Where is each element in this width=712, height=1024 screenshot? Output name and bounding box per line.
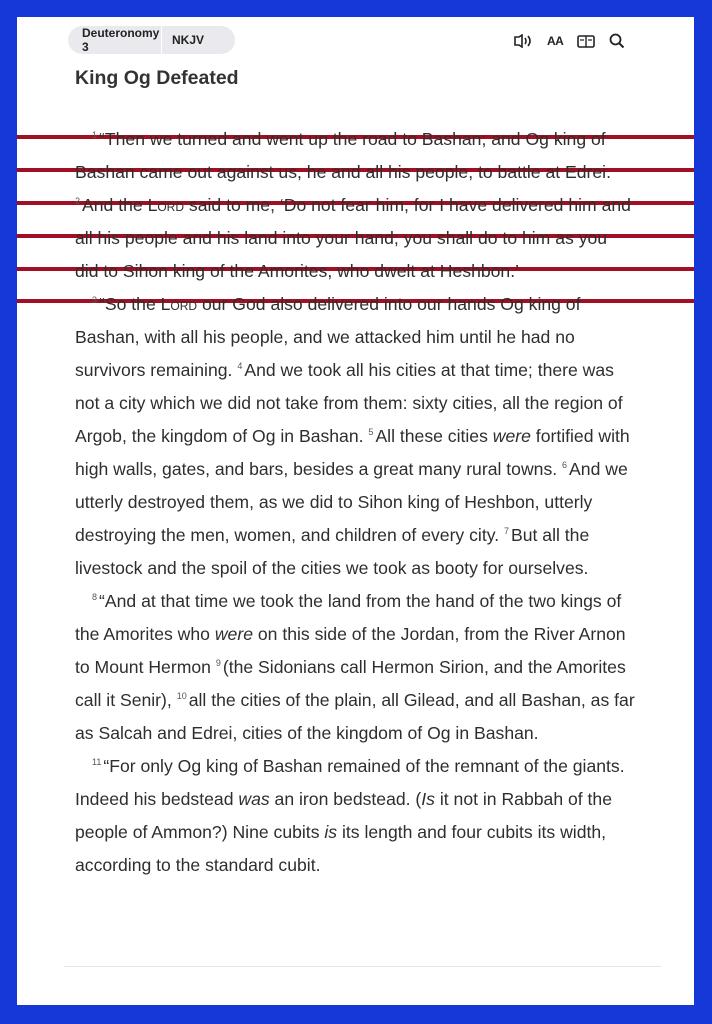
parallel-view-icon[interactable]: [577, 33, 595, 49]
verse-text[interactable]: all the cities of the plain, all Gilead, and all Bashan, as far as Salcah and Edrei, cities of the kingdom of Og in Bashan.: [75, 690, 635, 743]
italic-word[interactable]: Is: [421, 789, 435, 809]
divine-name[interactable]: Lord: [147, 195, 185, 215]
verse-number[interactable]: 11: [92, 757, 102, 768]
paragraph: [75, 123, 635, 288]
reader-page: [17, 17, 694, 1005]
reader-toolbar: [17, 17, 694, 63]
toolbar-actions: [513, 33, 639, 49]
verse-text[interactable]: it not in Rabbah of the people of Ammon?) Nine cubits: [75, 789, 613, 842]
verse-text[interactable]: on this side of the Jordan, from the River Arnon to Mount Hermon: [75, 624, 626, 677]
book-chapter-button[interactable]: Deuteronomy 3: [82, 26, 160, 54]
paragraph: [75, 750, 635, 882]
verse-text[interactable]: And we took all his cities at that time; there was not a city which we did not take from them: sixty cities, all the region of Argob, the kingdom of Og in Bashan.: [75, 360, 623, 446]
bottom-divider: [64, 966, 661, 967]
italic-word[interactable]: were: [492, 426, 531, 446]
version-button[interactable]: NKJV: [172, 33, 205, 47]
search-icon[interactable]: [609, 33, 625, 49]
verse-text[interactable]: its length and four cubits its width, according to the standard cubit.: [75, 822, 607, 875]
verse-text[interactable]: But all the livestock and the spoil of the cities we took as booty for ourselves.: [75, 525, 590, 578]
italic-word[interactable]: is: [324, 822, 338, 842]
divine-name[interactable]: Lord: [160, 294, 198, 314]
verse-number[interactable]: 9: [215, 658, 221, 669]
verse-number[interactable]: 3: [92, 295, 98, 306]
paragraph: [75, 288, 635, 585]
verse-number[interactable]: 8: [92, 592, 98, 603]
verse-text[interactable]: said to me, ‘Do not fear him, for I have delivered him and all his people and his land into your hand; you shall do to him as you did to Sihon king of the Amorites, who dwelt at Heshbon.’: [75, 195, 631, 281]
paragraph: [75, 585, 635, 750]
verse-number[interactable]: 10: [176, 691, 187, 702]
italic-word[interactable]: was: [238, 789, 270, 809]
verse-text[interactable]: “For only Og king of Bashan remained of the remnant of the giants. Indeed his bedstead: [75, 756, 625, 809]
verse-text[interactable]: fortified with high walls, gates, and bars, besides a great many rural towns.: [75, 426, 630, 479]
verse-number[interactable]: 2: [75, 196, 81, 207]
verse-number[interactable]: 7: [503, 526, 509, 537]
section-heading: King Og Defeated: [75, 67, 239, 89]
verse-text[interactable]: (the Sidonians call Hermon Sirion, and the Amorites call it Senir),: [75, 657, 626, 710]
verse-number[interactable]: 5: [368, 427, 374, 438]
audio-icon[interactable]: [513, 33, 533, 49]
verse-text[interactable]: an iron bedstead. (: [269, 789, 422, 809]
verse-number[interactable]: 6: [562, 460, 568, 471]
verse-text[interactable]: All these cities: [375, 426, 493, 446]
verse-text[interactable]: “And at that time we took the land from the hand of the two kings of the Amorites who: [75, 591, 622, 644]
font-size-icon[interactable]: AA: [547, 34, 564, 48]
verse-text[interactable]: And we utterly destroyed them, as we did to Sihon king of Heshbon, utterly destroying the men, women, and children of every city.: [75, 459, 628, 545]
reference-picker[interactable]: [68, 26, 235, 54]
verse-text[interactable]: “Then we turned and went up the road to Bashan; and Og king of Bashan came out against us, he and all his people, to battle at Edrei.: [75, 129, 611, 182]
verse-text[interactable]: And the: [82, 195, 148, 215]
italic-word[interactable]: were: [214, 624, 253, 644]
verse-number[interactable]: 4: [237, 361, 243, 372]
verse-number[interactable]: 1: [92, 130, 98, 141]
verse-text[interactable]: our God also delivered into our hands Og king of Bashan, with all his people, and we attacked him until he had no survivors remaining.: [75, 294, 581, 380]
chapter-text: [75, 123, 635, 882]
verse-text[interactable]: “So the: [99, 294, 161, 314]
